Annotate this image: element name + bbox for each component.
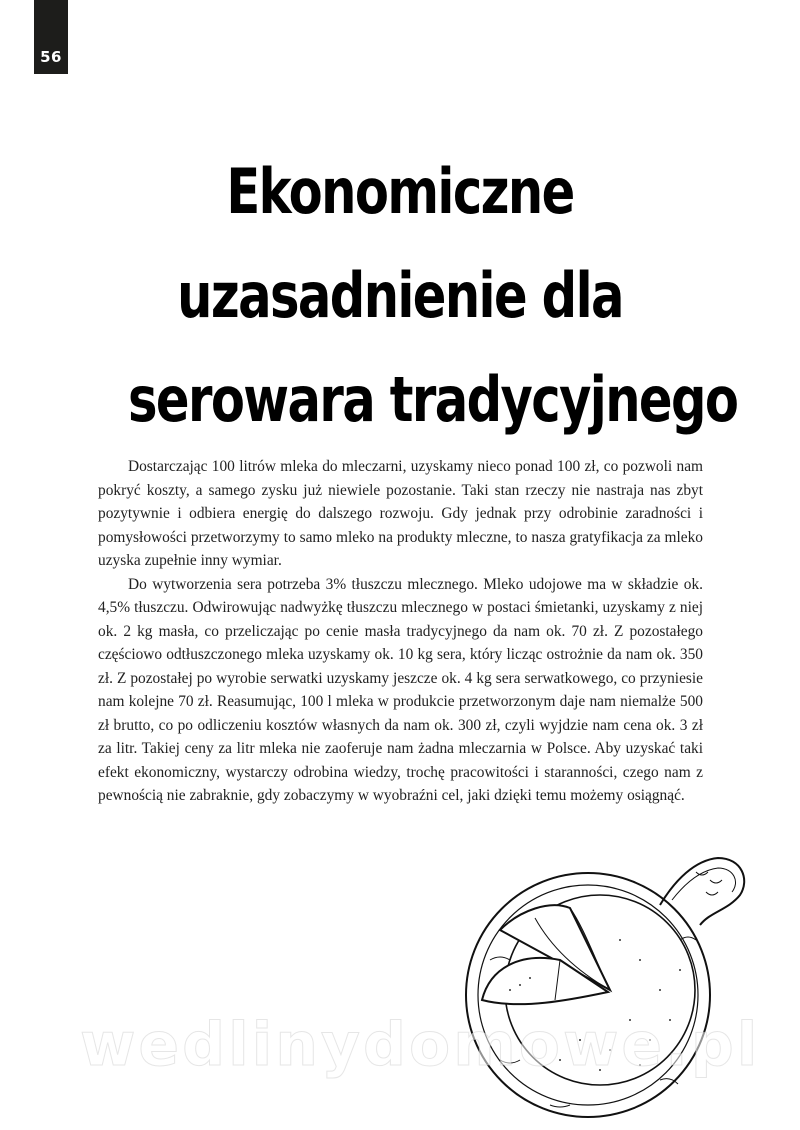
watermark: wedlinydomowe.pl (80, 1010, 761, 1080)
title-line: Ekonomiczne (226, 155, 574, 228)
paragraph: Dostarczając 100 litrów mleka do mleczarni, uzyskamy nieco ponad 100 zł, co pozwoli nam pokryć koszty, a samego zysku już niewiele pozostanie. Taki stan rzeczy nie nastraja nas zbyt pozytywnie i odbiera energię do dalszego rozwoju. Gdy jednak przy odrobinie zaradności i pomysłowości przetworzymy to samo mleko na produkty mleczne, to nasza gratyfikacja za mleko uzyska zupełnie inny wymiar. (98, 458, 703, 569)
chapter-title (128, 140, 738, 452)
paragraph: Do wytworzenia sera potrzeba 3% tłuszczu mlecznego. Mleko udojowe ma w składzie ok. 4,5% tłuszczu. Odwirowując nadwyżkę tłuszczu mlecznego w postaci śmietanki, uzyskamy z niej ok. 2 kg masła, co przeliczając po cenie masła tradycyjnego da nam ok. 70 zł. Z pozostałego częściowo odtłuszczonego mleka uzyskamy ok. 10 kg sera, który licząc ostrożnie da nam ok. 350 zł. Z pozostałej po wyrobie serwatki uzyskamy jeszcze ok. 4 kg sera serwatkowego, co przyniesie nam kolejne 70 zł. Reasumując, 100 l mleka w produkcie przetworzonym daje nam niemalże 500 zł brutto, co po odliczeniu kosztów własnych da nam ok. 300 zł, czyli wyjdzie nam cena ok. 3 zł za litr. Takiej ceny za litr mleka nie zaoferuje nam żadna mleczarnia w Polsce. Aby uzyskać taki efekt ekonomiczny, wystarczy odrobina wiedzy, trochę pracowitości i staranności, czego nam z pewnością nie zabraknie, gdy zobaczymy w wyobraźni cel, jaki dzięki temu możemy osiągnąć. (98, 575, 703, 804)
article-body (98, 455, 703, 808)
page-number: 56 (40, 48, 62, 66)
title-line: uzasadnienie dla (177, 259, 623, 332)
page-number-tab (34, 0, 68, 74)
cheese-wheel-on-board-icon (460, 850, 750, 1125)
title-line: serowara tradycyjnego (128, 363, 738, 436)
